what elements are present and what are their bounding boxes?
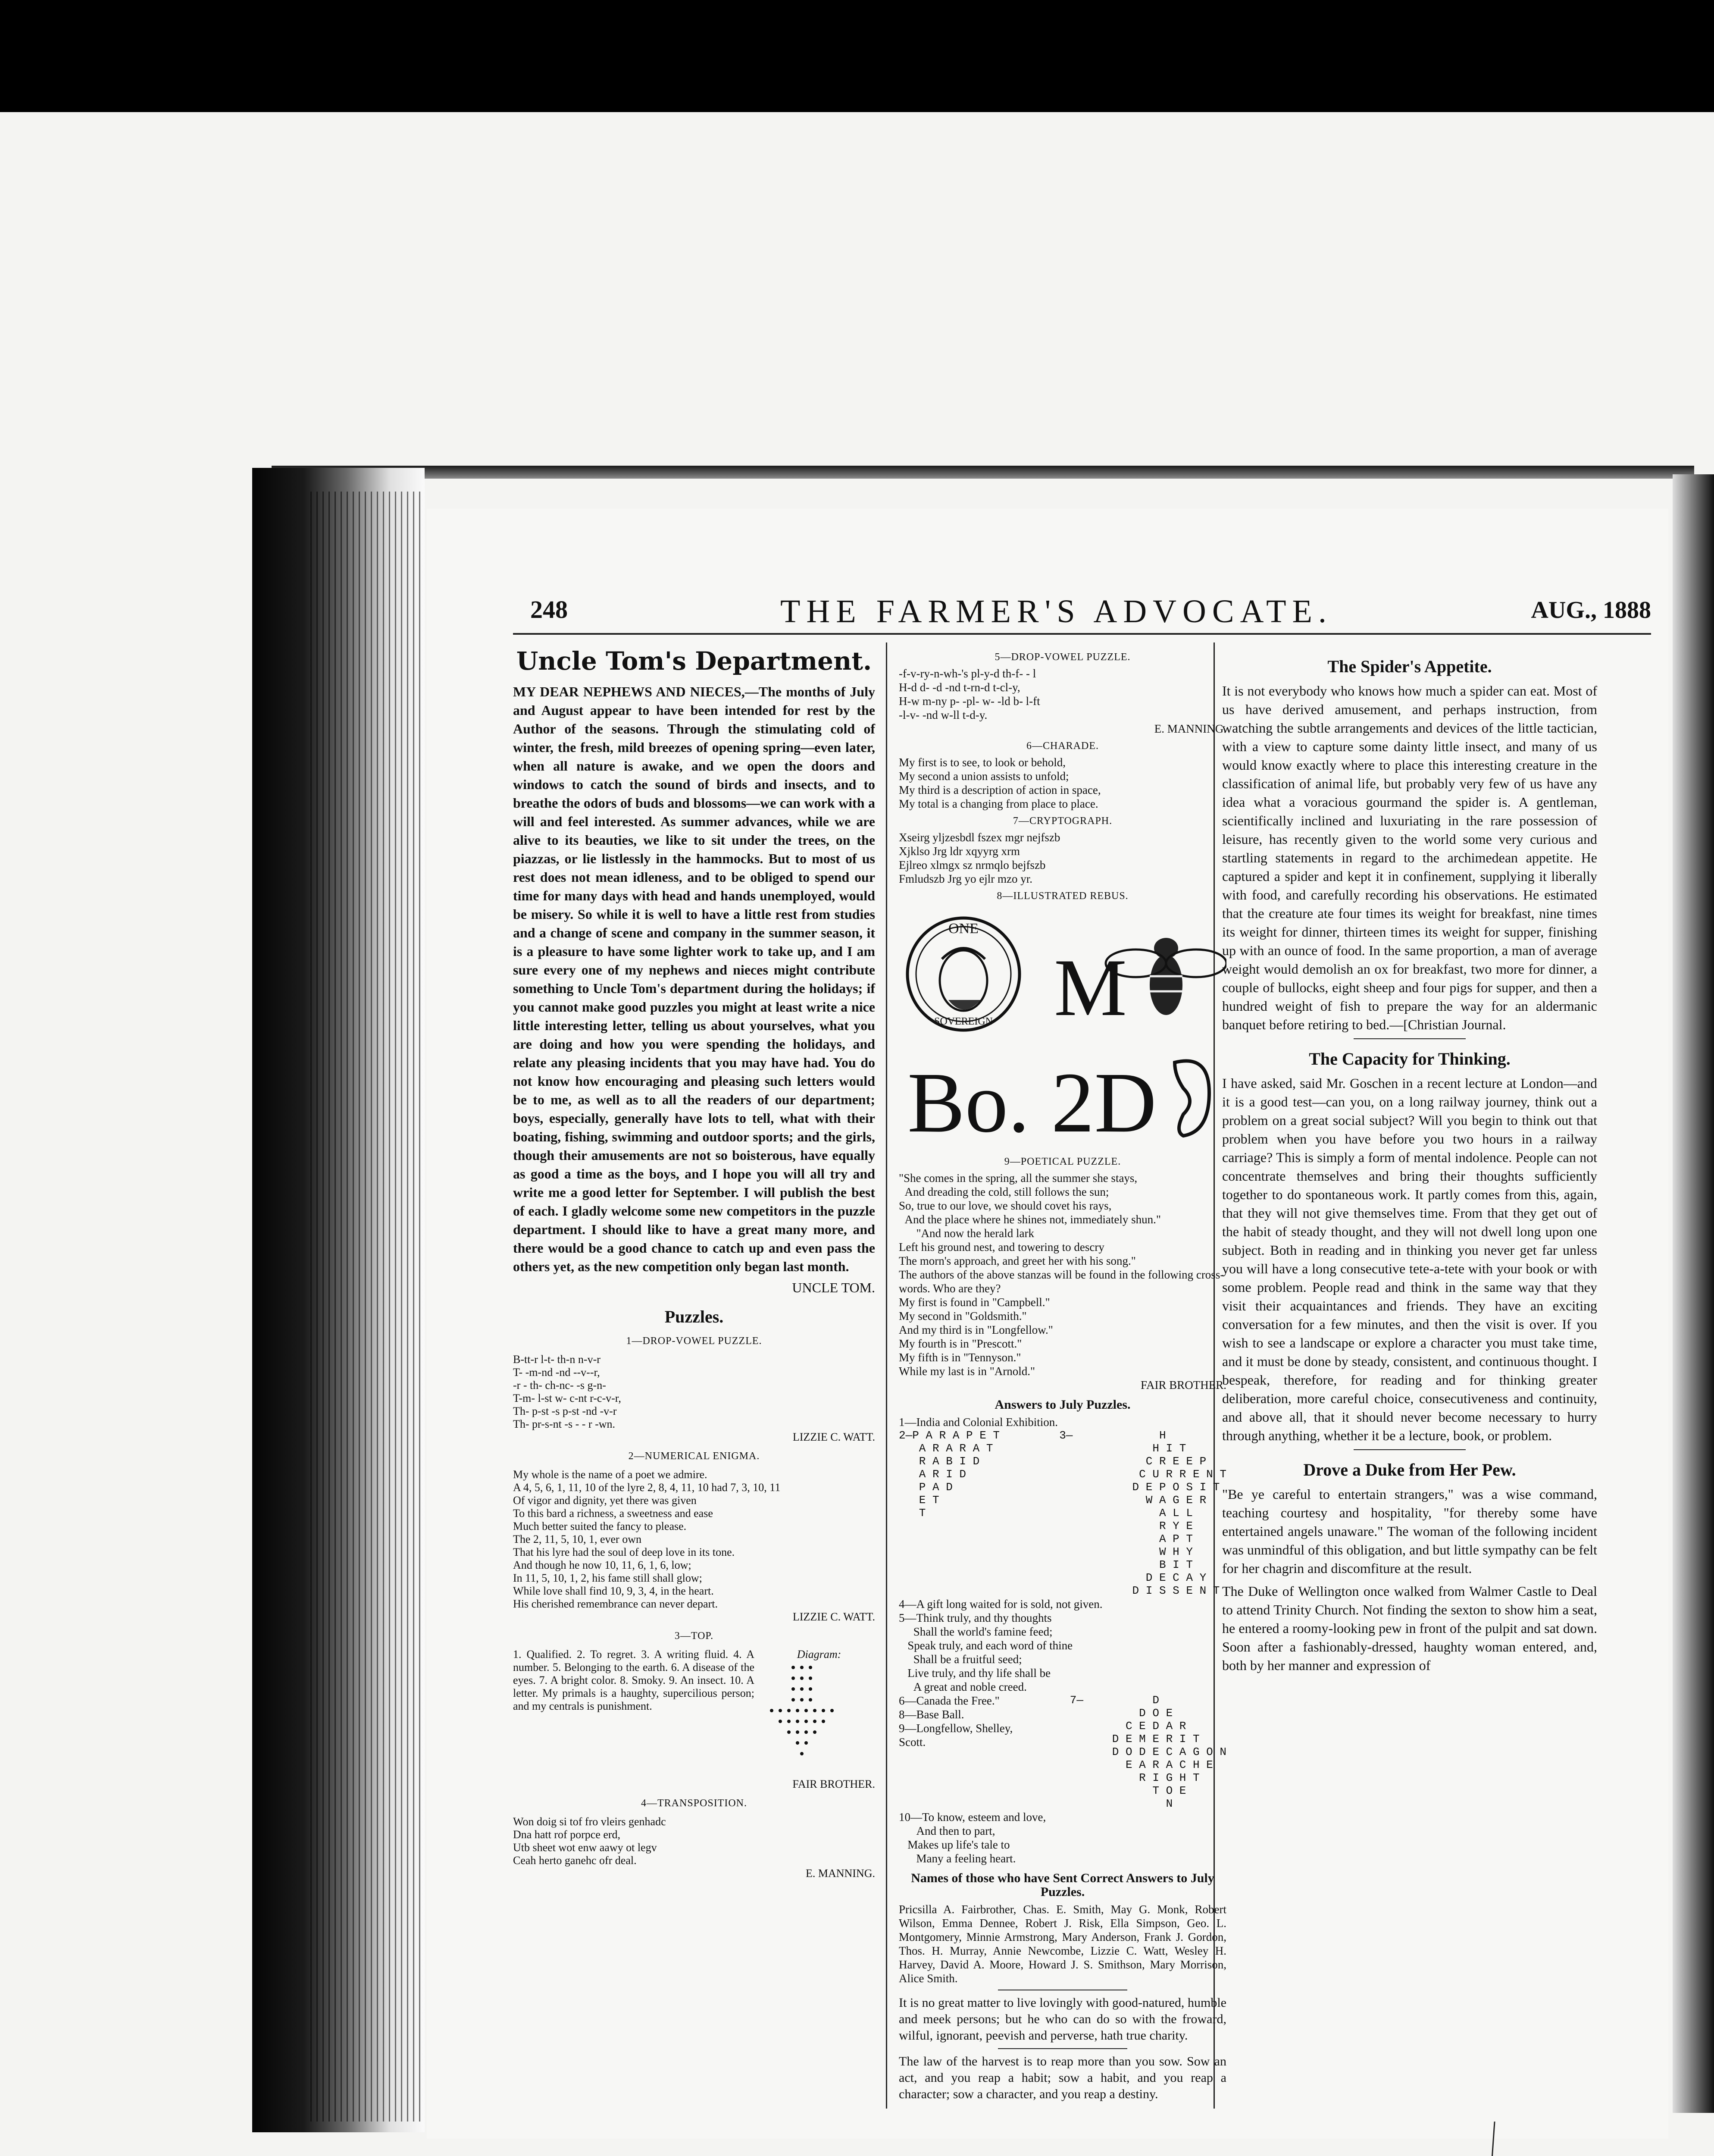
top-diagram-dots <box>767 1661 871 1773</box>
answer-4: 4—A gift long waited for is sold, not given. <box>899 1598 1103 1611</box>
puzzle-3-signature: FAIR BROTHER. <box>792 1778 875 1790</box>
puzzle-3-text: 1. Qualified. 2. To regret. 3. A writing fluid. 4. A number. 5. Belonging to the earth. 6. A disease of the eyes. 7. A bright color. 8. Smoky. 9. An insect. 10. A letter. My primals is a haughty, supercilious person; and my centrals is punishment. <box>513 1648 754 1712</box>
divider <box>1354 1038 1466 1039</box>
film-border-top <box>0 0 1714 112</box>
page-title: THE FARMER'S ADVOCATE. <box>780 593 1332 630</box>
answer-1: 1—India and Colonial Exhibition. <box>899 1416 1058 1429</box>
answer-7-label: 7— <box>1070 1694 1083 1707</box>
rebus-illustration <box>899 907 1226 1149</box>
puzzle-9-title: 9—POETICAL PUZZLE. <box>1004 1156 1121 1167</box>
answer-2: 2—P A R A P E T A R A R A T R A B I D A R I D P A D E T T <box>899 1429 1000 1520</box>
puzzle-4-title: 4—TRANSPOSITION. <box>641 1798 747 1809</box>
answer-5: 5—Think truly, and thy thoughts Shall the world's famine feed; Speak truly, and each word of thine Shall be a fruitful seed; Live truly, and thy life shall be A great and noble creed. <box>899 1611 1073 1693</box>
answer-7: D D O E C E D A R D E M E R I T D O D E C A G O N E A R A C H E R I G H T T O E N <box>1112 1694 1226 1810</box>
letter-paragraph: MY DEAR NEPHEWS AND NIECES,—The months of July and August appear to have been intended for rest by the Author of the seasons. Through the stimulating cold of winter, the fresh, mild breezes of opening spring—even later, when all nature is awake, and we open the doors and windows to catch the sound of birds and insects, and to breathe the odors of buds and blossoms—we can work with a will and feel interested. As summer advances, while we are alive to its beauties, we like to sit under the trees, on the piazzas, or lie listlessly in the hammocks. But to most of us rest does not mean idleness, and to be obliged to spend our time for many days with head and hands unemployed, would be misery. So while it is well to have a little rest from studies and a change of scene and company in the summer season, it is a pleasure to have some lighter work to take up, and I am sure every one of my nephews and nieces might contribute something to Uncle Tom's department during the holidays; if you cannot make good puzzles you might at least write a nice little interesting letter, telling us about yourselves, what you are doing and how you were spending the holidays, and relate any pleasing incidents that you may have had. You do not know how encouraging and pleasing such letters would be to me, as well as to all the readers of our department; boys, especially, generally have lots to tell, what with their boating, fishing, swimming and outdoor sports; and the girls, though their amusements are not so boisterous, have equally as good a time as the boys, and I hope you will all try and write me a good letter for September. I will publish the best of each. I gladly welcome some new competitors in the puzzle department. I should like to have a great many more, and there would be a good chance to catch up and even pass the others yet, as the new competition only began last month. <box>513 684 875 1274</box>
letter-signature: UNCLE TOM. <box>792 1280 875 1295</box>
book-right-edge <box>1673 474 1714 2113</box>
department-heading: Uncle Tom's Department. <box>516 646 872 676</box>
coin-label-top: ONE <box>948 921 979 937</box>
diagram-label: Diagram: <box>797 1648 841 1661</box>
answer-10: 10—To know, esteem and love, And then to part, Makes up life's tale to Many a feeling heart. <box>899 1811 1046 1865</box>
column-rule-1 <box>886 642 887 2109</box>
duke-text-1: "Be ye careful to entertain strangers," was a wise command, teaching courtesy and hospitality, "for thereby some have entertained angels unaware." The woman of the following incident was unmindful of this obligation, and but little sympathy can be felt for her chagrin and discomfiture at the result. <box>1222 1486 1597 1576</box>
answer-3-label: 3— <box>1059 1429 1073 1442</box>
column-puzzles-answers <box>899 647 1226 2107</box>
puzzles-heading: Puzzles. <box>664 1307 724 1326</box>
answer-8: 8—Base Ball. <box>899 1708 964 1721</box>
puzzle-2-text: My whole is the name of a poet we admire. A 4, 5, 6, 1, 11, 10 of the lyre 2, 8, 4, 11, 10 had 7, 3, 10, 11 Of vigor and dignity, yet there was given To this bard a richness, a sweetness and ease Much better suited the fancy to please. The 2, 11, 5, 10, 1, ever own That his lyre had the soul of deep love in its tone. And though he now 10, 11, 6, 1, 6, low; In 11, 5, 10, 1, 2, his fame still shall glow; While love shall find 10, 9, 3, 4, in the heart. His cherished remembrance can never depart. <box>513 1468 781 1610</box>
thinking-heading: The Capacity for Thinking. <box>1309 1049 1511 1069</box>
names-list: Pricsilla A. Fairbrother, Chas. E. Smith, May G. Monk, Robert Wilson, Emma Dennee, Robert J. Risk, Ella Simpson, Geo. L. Montgomery, Minnie Armstrong, Mary Anderson, Frank J. Gordon, Thos. H. Murray, Annie Newcombe, Lizzie C. Watt, Wesley H. Harvey, David A. Moore, Howard J. S. Smithson, Mary Morrison, Alice Smith. <box>899 1903 1226 1985</box>
rebus-drawing <box>899 907 1226 1149</box>
puzzle-2-title: 2—NUMERICAL ENIGMA. <box>628 1451 760 1462</box>
puzzle-5-text: -f-v-ry-n-wh-'s pl-y-d th-f- - l H-d d- -d -nd t-rn-d t-cl-y, H-w m-ny p- -pl- w- -ld b- l-ft -l-v- -nd w-ll t-d-y. <box>899 667 1040 721</box>
answers-6-9-left <box>899 1694 1041 1810</box>
puzzle-7-text: Xseirg yljzesbdl fszex mgr nejfszb Xjklso Jrg ldr xqyyrg xrm Ejlreo xlmgx sz nrmqlo bejfszb Fmludszb Jrg yo ejlr mzo yr. <box>899 831 1060 885</box>
header-rule <box>513 633 1651 635</box>
puzzle-3-diagram <box>763 1648 875 1778</box>
answer-3: H H I T C R E E P C U R R E N T D E P O S I T W A G E R A L L R Y E A P T W H Y B I T D E C A Y D I S S E N T <box>1132 1429 1226 1597</box>
rebus-letter-m: M <box>1054 943 1127 1033</box>
puzzle-1-title: 1—DROP-VOWEL PUZZLE. <box>626 1335 762 1347</box>
page-header <box>530 593 1651 634</box>
puzzle-3-title: 3—TOP. <box>674 1630 714 1642</box>
puzzle-8-title: 8—ILLUSTRATED REBUS. <box>997 890 1129 902</box>
puzzle-3-block <box>513 1648 875 1778</box>
divider <box>1354 1449 1466 1450</box>
answers-6-7 <box>899 1694 1226 1810</box>
page-date: AUG., 1888 <box>1531 597 1651 624</box>
quote-charity: It is no great matter to live lovingly with good-natured, humble and meek persons; but he who can do so with the froward, wilful, ignorant, peevish and perverse, hath true charity. <box>899 1996 1226 2043</box>
divider <box>998 2048 1127 2049</box>
duke-text-2: The Duke of Wellington once walked from Walmer Castle to Deal to attend Trinity Church. Not finding the sexton to show him a seat, he entered a roomy-looking pew in front of the pulpit and sat down. Soon after a fashionably-dressed, haughty woman entered, and, both by her manner and expression of <box>1222 1583 1597 1673</box>
puzzle-4-signature: E. MANNING. <box>805 1867 875 1880</box>
duke-heading: Drove a Duke from Her Pew. <box>1303 1460 1516 1479</box>
puzzle-1-signature: LIZZIE C. WATT. <box>792 1431 875 1443</box>
page-number: 248 <box>530 595 568 624</box>
answers-heading: Answers to July Puzzles. <box>995 1398 1131 1412</box>
ear-icon <box>1175 1061 1209 1136</box>
spider-text: It is not everybody who knows how much a spider can eat. Most of us have derived amusement, and perhaps instruction, from watching the subtle arrangements and devices of the little tactician, with a view to capture some dainty little insect, and many of us would know exactly where to place this interesting creature in the classification of animal life, but probably very few of us have any idea what a voracious gourmand the spider is. A gentleman, scientifically inclined and luxuriating in the rare possession of leisure, has recently given to the world some very curious and startling statements in regard to the archimedean appetite. He captured a spider and kept it in confinement, supplying it liberally with food, and carefully recording his observations. He estimated that the creature ate four times its weight for breakfast, nine times its weight for dinner, thirteen times its weight for supper, finishing up with an ounce of food. In the same proportion, a man of average weight would demolish an ox for breakfast, two more for dinner, a couple of bullocks, eight sheep and four pigs for supper, and then a hundred weight of fish to prepare the way for an aldermanic banquet before retiring to bed.—[Christian Journal. <box>1222 683 1597 1032</box>
page-edges <box>310 492 422 2122</box>
puzzle-4-text: Won doig si tof fro vleirs genhadc Dna hatt rof porpce erd, Utb sheet wot enw aawy ot legv Ceah herto ganehc ofr deal. <box>513 1815 666 1867</box>
puzzle-9-text: "She comes in the spring, all the summer she stays, And dreading the cold, still follows the sun; So, true to our love, we should covet his rays, And the place where he shines not, immediately shun." "And now the herald lark Left his ground nest, and towering to descry The morn's approach, and greet her with his song." The authors of the above stanzas will be found in the following cross-words. Who are they? My first is found in "Campbell." My second in "Goldsmith." And my third is in "Longfellow." My fourth is in "Prescott." My fifth is in "Tennyson." While my last is in "Arnold." <box>899 1172 1224 1378</box>
puzzle-5-signature: E. MANNING. <box>1154 722 1226 735</box>
puzzle-2-signature: LIZZIE C. WATT. <box>792 1611 875 1623</box>
rebus-bottom-text: Bo. 2D <box>907 1055 1157 1149</box>
coin-label-bottom: SOVEREIGN <box>934 1016 993 1027</box>
puzzle-9-signature: FAIR BROTHER. <box>1140 1379 1226 1391</box>
puzzle-5-title: 5—DROP-VOWEL PUZZLE. <box>995 652 1131 663</box>
puzzle-7-title: 7—CRYPTOGRAPH. <box>1013 815 1113 827</box>
thinking-text: I have asked, said Mr. Goschen in a recent lecture at London—and it is a good test—can you, on a long railway journey, think out a problem on a great social subject? Will you begin to think out that problem when you have before you two hours in a railway carriage? This is simply a form of mental indolence. People can not concentrate themselves and bring their thoughts sufficiently together to do spontaneous work. It partly comes from this, again, that they will not give themselves time. From that they get out of the habit of steady thought, and they will not dwell long upon one subject. Both in reading and in thinking you never get far unless you will have a long consecutive tete-a-tete with your book or with some problem. People read and think in the same way that they visit their acquaintances and friends. They have an exciting conversation for a few minutes, and then the visit is over. If you wish to see a landscape or explore a character you must take time, and it must be done by steady, consistent, and continuous thought. I bespeak, therefore, for reading and for thinking greater deliberation, more careful choice, consecutiveness and continuity, and above all, that it should never become necessary to hurry through anything, whether it be a lecture, book, or problem. <box>1222 1075 1597 1443</box>
puzzle-1-text: B-tt-r l-t- th-n n-v-r T- -m-nd -nd --v--r, -r - th- ch-nc- -s g-n- T-m- l-st w- c-nt r-c-v-r, Th- p-st -s p-st -nd -v-r Th- pr-s-nt -s - - r -wn. <box>513 1353 621 1430</box>
column-articles <box>1222 647 1597 1679</box>
column-uncle-tom <box>513 647 875 1880</box>
answer-6: 6—Canada the Free." <box>899 1694 1000 1707</box>
quote-harvest: The law of the harvest is to reap more than you sow. Sow an act, and you reap a habit; sow a habit, and you reap a character; sow a character, and you reap a destiny. <box>899 2054 1226 2101</box>
puzzle-6-title: 6—CHARADE. <box>1026 740 1099 752</box>
puzzle-6-text: My first is to see, to look or behold, My second a union assists to unfold; My third is a description of action in space, My total is a changing from place to place. <box>899 756 1101 810</box>
spider-heading: The Spider's Appetite. <box>1327 657 1492 676</box>
answers-2-3 <box>899 1429 1226 1597</box>
answer-9: 9—Longfellow, Shelley, Scott. <box>899 1722 1013 1749</box>
book-top-edge <box>272 466 1694 479</box>
names-heading: Names of those who have Sent Correct Answers to July Puzzles. <box>911 1871 1214 1899</box>
